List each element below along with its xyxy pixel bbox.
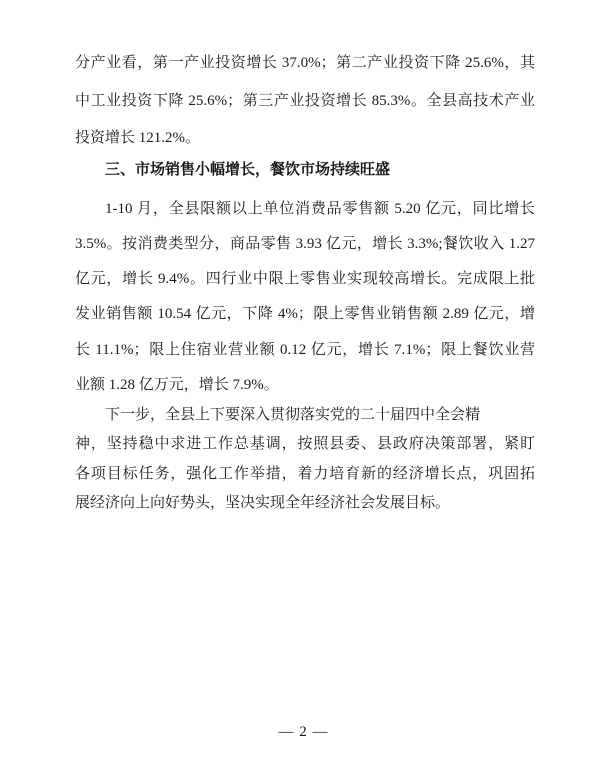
text-line: 亿元，增长 9.4%。四行业中限上零售业实现较高增长。完成限上批 (75, 271, 535, 288)
page-number: — 2 — (278, 724, 329, 740)
paragraph-market-sales-statistics (75, 192, 535, 404)
section-heading-market-sales: 三、市场销售小幅增长，餐饮市场持续旺盛 (105, 160, 391, 178)
text-line: 神，坚持稳中求进工作总基调，按照县委、县政府决策部署，紧盯 (75, 436, 535, 453)
text-line: 下一步，全县上下要深入贯彻落实党的二十届四中全会精 (105, 407, 481, 424)
text-line: 业额 1.28 亿万元，增长 7.9%。 (75, 376, 279, 393)
text-line: 中工业投资下降 25.6%；第三产业投资增长 85.3%。全县高技术产业 (75, 92, 535, 109)
text-line: 3.5%。按消费类型分，商品零售 3.93 亿元，增长 3.3%;餐饮收入 1.27 (75, 235, 535, 252)
text-line: 长 11.1%；限上住宿业营业额 0.12 亿元，增长 7.1%；限上餐饮业营 (75, 341, 535, 358)
text-line: 展经济向上向好势头，坚决实现全年经济社会发展目标。 (75, 494, 451, 511)
text-line: 1-10 月，全县限额以上单位消费品零售额 5.20 亿元，同比增长 (105, 200, 535, 217)
text-line: 分产业看，第一产业投资增长 37.0%；第二产业投资下降 25.6%，其 (75, 55, 535, 71)
paragraph-next-steps (75, 401, 535, 518)
paragraph-investment-by-industry (75, 45, 535, 158)
text-line: 各项目标任务，强化工作举措，着力培育新的经济增长点，巩固拓 (75, 465, 535, 482)
text-line: 投资增长 121.2%。 (75, 130, 200, 146)
text-line: 发业销售额 10.54 亿元，下降 4%；限上零售业销售额 2.89 亿元，增 (75, 306, 535, 323)
